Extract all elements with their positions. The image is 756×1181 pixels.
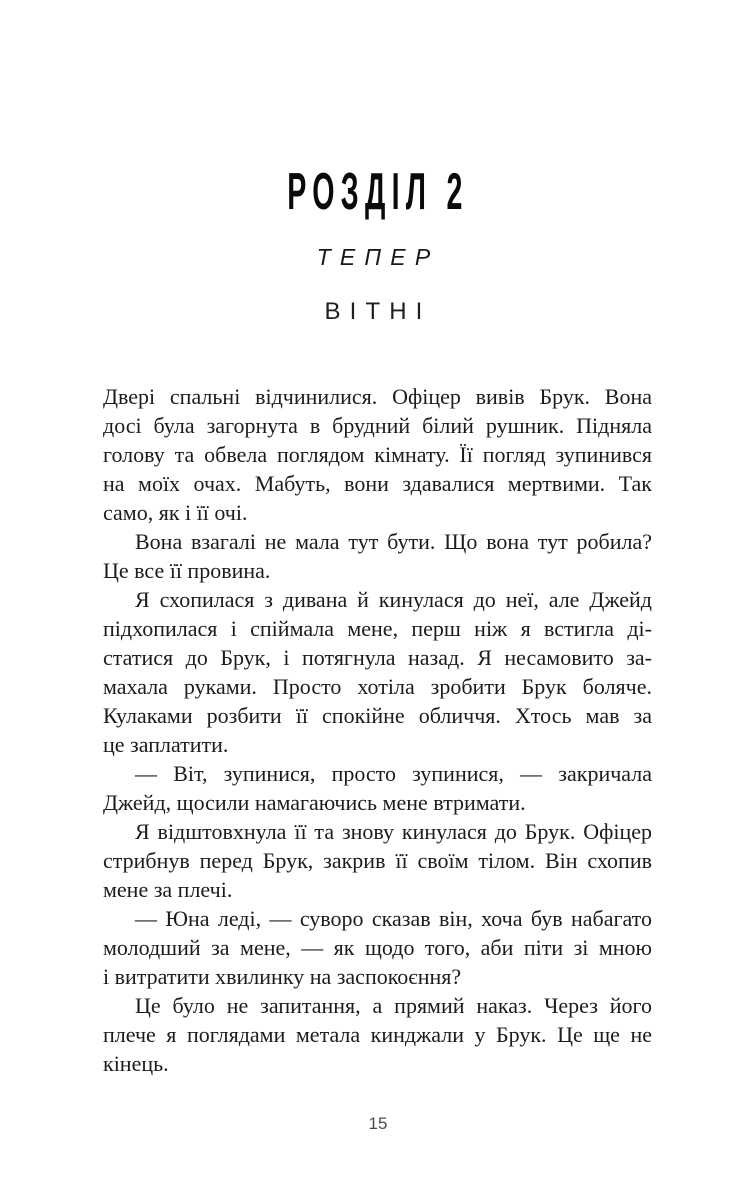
paragraph xyxy=(103,382,652,527)
text-line: — Юна леді, — суворо сказав він, хоча був набагато xyxy=(135,906,652,931)
text-line: Кулаками розбити її спокійне обличчя. Хтось мав за xyxy=(103,703,652,728)
chapter-title: РОЗДІЛ 2 xyxy=(287,163,469,221)
text-line: само, як і її очі. xyxy=(103,500,248,525)
body-text xyxy=(103,382,652,1078)
section-label: ТЕПЕР xyxy=(316,244,440,270)
paragraph xyxy=(103,991,652,1078)
paragraph xyxy=(103,817,652,904)
text-line: мене за плечі. xyxy=(103,877,233,902)
text-line: молодший за мене, — як щодо того, аби піти зі мною xyxy=(103,935,652,960)
narrator-name: ВІТНІ xyxy=(324,298,432,325)
text-line: Вона взагалі не мала тут бути. Що вона тут робила? xyxy=(135,529,652,554)
paragraph xyxy=(103,527,652,585)
paragraph xyxy=(103,904,652,991)
text-line: стрибнув перед Брук, закрив її своїм тілом. Він схопив xyxy=(103,848,652,873)
text-line: — Віт, зупинися, просто зупинися, — закричала xyxy=(135,761,652,786)
text-line: Це все її провина. xyxy=(103,558,271,583)
text-line: Я відштовхнула її та знову кинулася до Брук. Офіцер xyxy=(135,819,652,844)
text-line: статися до Брук, і потягнула назад. Я несамовито за- xyxy=(103,645,652,670)
text-line: голову та обвела поглядом кімнату. Її погляд зупинився xyxy=(103,442,652,467)
paragraph xyxy=(103,585,652,759)
text-line: Двері спальні відчинилися. Офіцер вивів Брук. Вона xyxy=(103,384,652,409)
text-line: Я схопилася з дивана й кинулася до неї, але Джейд xyxy=(135,587,652,612)
page-number: 15 xyxy=(368,1114,388,1133)
text-line: досі була загорнута в брудний білий рушник. Підняла xyxy=(103,413,652,438)
text-line: плече я поглядами метала кинджали у Брук. Це ще не xyxy=(103,1022,652,1047)
text-line: Це було не запитання, а прямий наказ. Через його xyxy=(135,993,652,1018)
text-line: і витратити хвилинку на заспокоєння? xyxy=(103,964,462,989)
text-line: кінець. xyxy=(103,1051,169,1076)
text-line: підхопилася і спіймала мене, перш ніж я встигла ді- xyxy=(103,616,652,641)
text-line: махала руками. Просто хотіла зробити Брук боляче. xyxy=(103,674,652,699)
text-line: Джейд, щосили намагаючись мене втримати. xyxy=(103,790,526,815)
text-line: на моїх очах. Мабуть, вони здавалися мертвими. Так xyxy=(103,471,652,496)
paragraph xyxy=(103,759,652,817)
text-line: це заплатити. xyxy=(103,732,229,757)
